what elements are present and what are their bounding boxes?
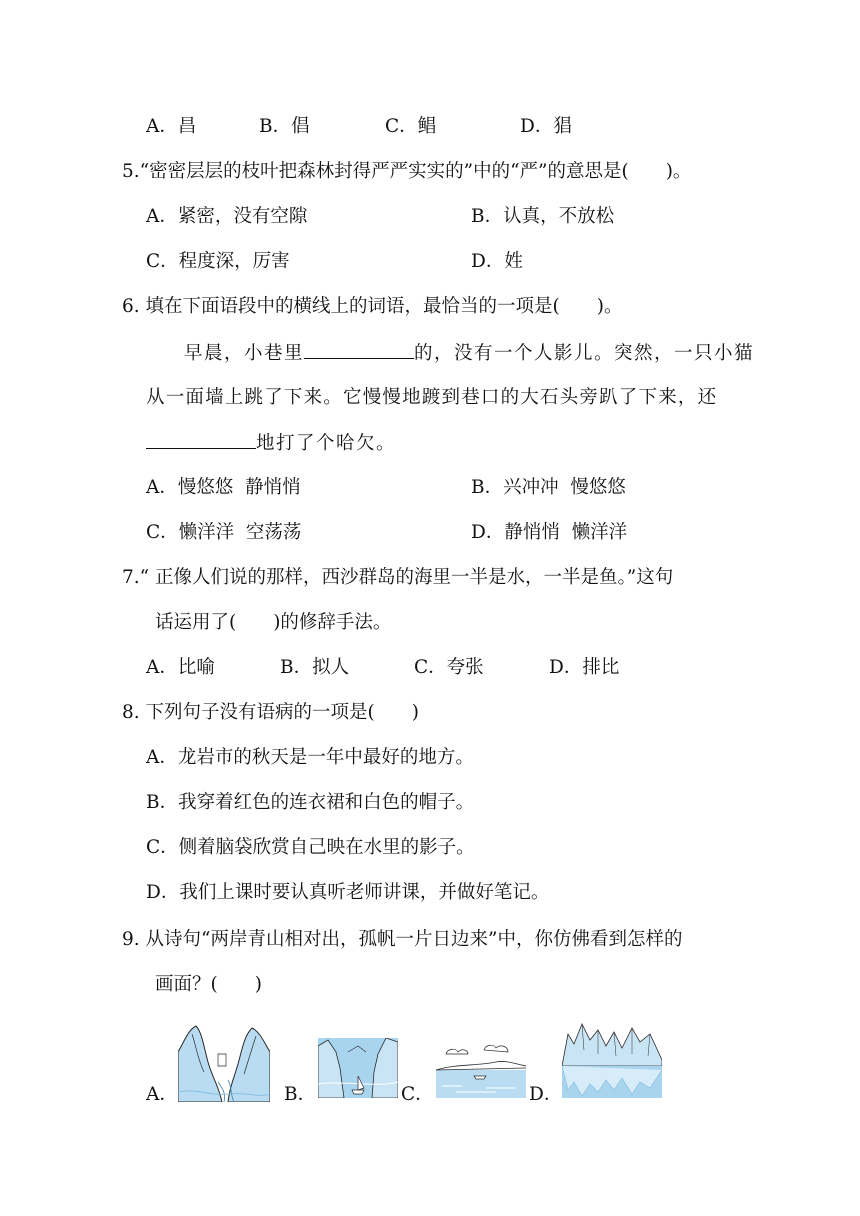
q4-option-d: D．猖	[520, 116, 572, 137]
q9-picture-a-mountain-gorge	[178, 1022, 270, 1102]
q5-option-c: C．程度深，厉害	[146, 251, 290, 272]
q8-option-a: A．龙岩市的秋天是一年中最好的地方。	[146, 747, 474, 768]
q5-stem: 5.“密密层层的枝叶把森林封得严严实实的”中的“严”的意思是( )。	[122, 161, 692, 182]
q5-option-d: D．姓	[471, 251, 523, 272]
q4-option-b: B．倡	[259, 116, 310, 137]
q9-picture-c-sea-clouds	[436, 1040, 526, 1098]
q6-passage-line-2: 从一面墙上跳了下来。它慢慢地踱到巷口的大石头旁趴了下来，还	[146, 387, 718, 408]
q8-option-c: C．侧着脑袋欣赏自己映在水里的影子。	[146, 837, 475, 858]
q8-stem: 8. 下列句子没有语病的一项是( )	[122, 702, 419, 723]
q5-option-a: A．紧密，没有空隙	[146, 206, 308, 227]
q9-picture-d-peaks-reflection	[562, 1020, 662, 1098]
q8-option-b: B．我穿着红色的连衣裙和白色的帽子。	[146, 792, 475, 813]
q7-option-c: C．夸张	[414, 657, 484, 678]
q9-option-c: C．	[401, 1084, 434, 1105]
q6-option-b: B．兴冲冲 慢悠悠	[471, 477, 626, 498]
q6-stem: 6. 填在下面语段中的横线上的词语，最恰当的一项是( )。	[122, 296, 623, 317]
q6-passage-text: 地打了个哈欠。	[256, 433, 397, 454]
q7-option-a: A．比喻	[146, 657, 215, 678]
q7-stem-line-2: 话运用了( )的修辞手法。	[155, 612, 392, 633]
q9-option-d: D．	[529, 1084, 563, 1105]
q9-option-b: B．	[284, 1084, 317, 1105]
q6-blank-2	[146, 430, 256, 449]
q6-option-c: C．懒洋洋 空荡荡	[146, 522, 302, 543]
q7-option-b: B．拟人	[280, 657, 350, 678]
q5-option-b: B．认真，不放松	[471, 206, 615, 227]
q4-option-c: C．鲳	[385, 116, 437, 137]
q9-stem-line-1: 9. 从诗句“两岸青山相对出，孤帆一片日边来”中，你仿佛看到怎样的	[122, 929, 683, 950]
q9-picture-b-sailboat-mountains	[318, 1038, 398, 1098]
q9-option-a: A．	[146, 1084, 178, 1105]
q6-blank-1	[304, 340, 414, 359]
q6-passage-line-3	[146, 430, 396, 457]
q8-option-d: D．我们上课时要认真听老师讲课，并做好笔记。	[146, 882, 550, 903]
q6-passage-text: 的，没有一个人影儿。突然，一只小猫	[414, 343, 755, 364]
q6-passage-line-1	[184, 340, 754, 367]
q6-passage-text: 早晨，小巷里	[184, 343, 305, 364]
q4-option-a: A．昌	[146, 116, 197, 137]
q9-stem-line-2: 画面？( )	[155, 974, 262, 995]
q7-stem-line-1: 7.“ 正像人们说的那样，西沙群岛的海里一半是水，一半是鱼。”这句	[122, 567, 674, 588]
q7-option-d: D．排比	[549, 657, 620, 678]
q6-option-a: A．慢悠悠 静悄悄	[146, 477, 301, 498]
q6-option-d: D．静悄悄 懒洋洋	[471, 522, 628, 543]
